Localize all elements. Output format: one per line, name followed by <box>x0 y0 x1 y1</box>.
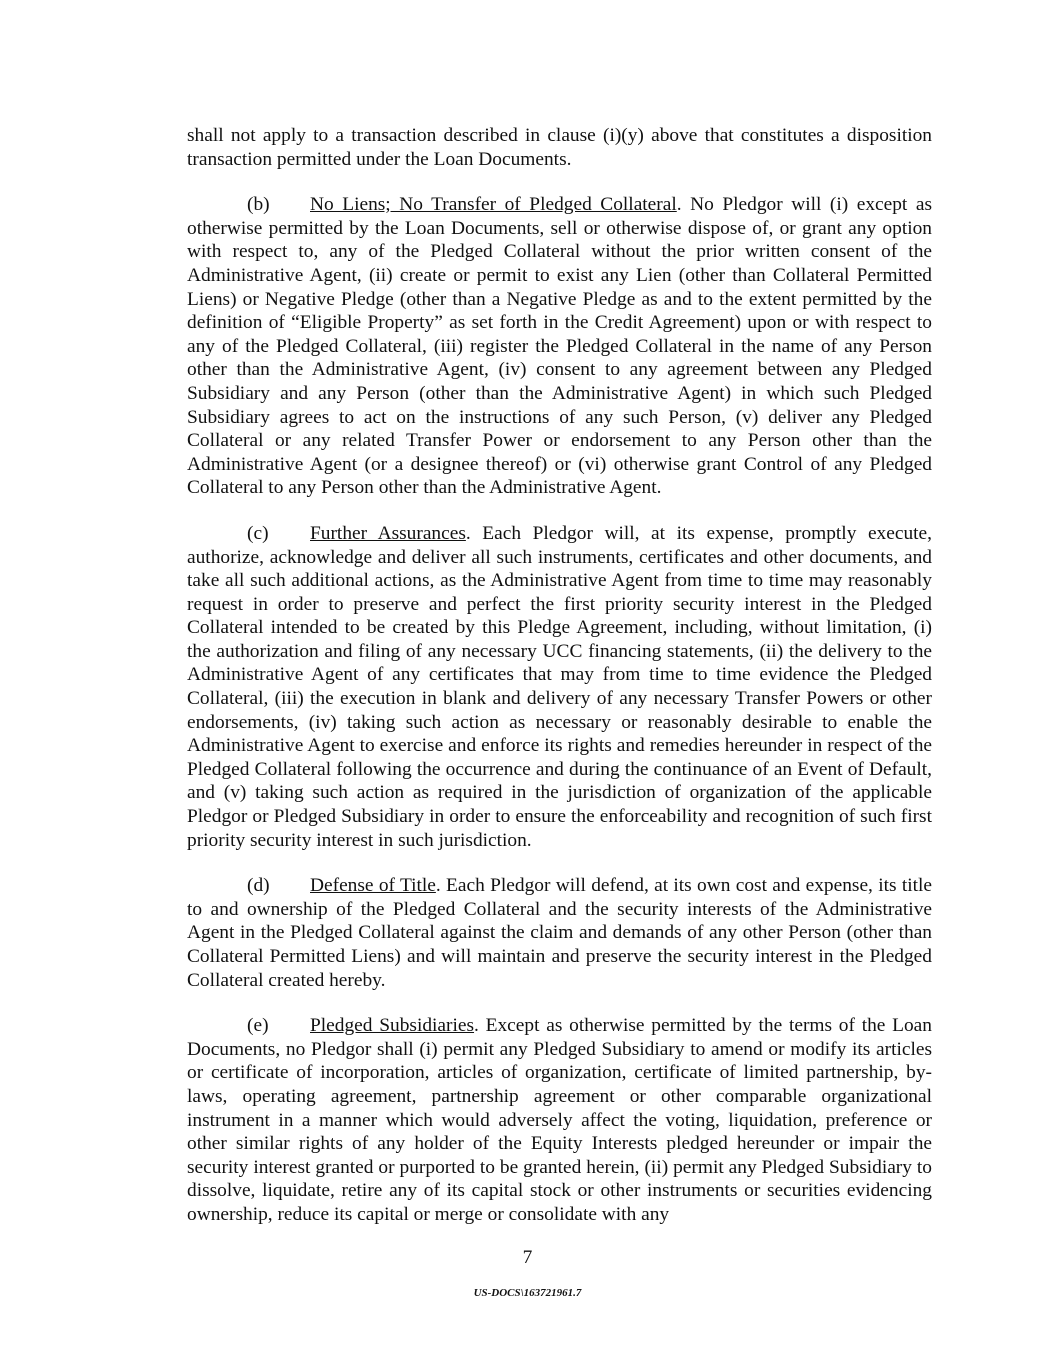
paragraph-e-text: . Except as otherwise permitted by the terms of the Loan Documents, no Pledgor shall (i) permit any Pledged Subsidiary to amend or modify its articles or certificate of incorporation, articles of organization, certificate of limited partnership, by-laws, operating agreement, partnership agreement or other comparable organizational instrument in a manner which would adversely affect the voting, liquidation, preference or other similar rights of any holder of the Equity Interests pledged hereunder or impair the security interest granted or purported to be granted herein, (ii) permit any Pledged Subsidiary to dissolve, liquidate, retire any of its capital stock or other instruments or securities evidencing ownership, reduce its capital or merge or consolidate with any <box>187 1015 932 1225</box>
paragraph-d-text: . Each Pledgor will defend, at its own cost and expense, its title to and ownership of the Pledged Collateral and the security interests of the Administrative Agent in the Pledged Collateral against the claim and demands of any other Person (other than Collateral Permitted Liens) and will maintain and preserve the security interest in the Pledged Collateral created hereby. <box>187 875 932 991</box>
paragraph-c-text: . Each Pledgor will, at its expense, promptly execute, authorize, acknowledge and deliver all such instruments, certificates and other documents, and take all such additional actions, as the Administrative Agent from time to time may reasonably request in order to preserve and perfect the first priority security interest in the Pledged Collateral intended to be created by this Pledge Agreement, including, without limitation, (i) the authorization and filing of any necessary UCC financing statements, (ii) the delivery to the Administrative Agent of any certificates that may from time to time evidence the Pledged Collateral, (iii) the execution in blank and delivery of any necessary Transfer Powers or other endorsements, (iv) taking such action as necessary or reasonably desirable to enable the Administrative Agent to exercise and enforce its rights and remedies hereunder in respect of the Pledged Collateral following the occurrence and during the continuance of an Event of Default, and (v) taking such action as required in the jurisdiction of organization of the applicable Pledgor or Pledged Subsidiary in order to ensure the enforceability and recognition of such first priority security interest in such jurisdiction. <box>187 522 932 851</box>
paragraph-b-label: (b) <box>247 194 270 216</box>
document-id: US-DOCS\163721961.7 <box>473 1287 582 1299</box>
paragraph-d <box>187 874 932 992</box>
paragraph-b-heading: No Liens; No Transfer of Pledged Collateral <box>310 194 677 216</box>
paragraph-d-label: (d) <box>247 875 270 897</box>
paragraph-d-heading: Defense of Title <box>310 875 436 897</box>
paragraph-c-label: (c) <box>247 522 269 544</box>
paragraph-continuation: shall not apply to a transaction described in clause (i)(y) above that constitutes a disposition transaction permitted under the Loan Documents. <box>187 125 932 170</box>
paragraph-c <box>187 522 932 852</box>
paragraph-b <box>187 193 932 500</box>
paragraph-b-text: . No Pledgor will (i) except as otherwise permitted by the Loan Documents, sell or otherwise dispose of, or grant any option with respect to, any of the Pledged Collateral without the prior written consent of the Administrative Agent, (ii) create or permit to exist any Lien (other than Collateral Permitted Liens) or Negative Pledge (other than a Negative Pledge as and to the extent permitted by the definition of “Eligible Property” as set forth in the Credit Agreement) upon or with respect to any of the Pledged Collateral, (iii) register the Pledged Collateral in the name of any Person other than the Administrative Agent, (iv) consent to any agreement between any Pledged Subsidiary and any Person (other than the Administrative Agent) in which such Pledged Subsidiary agrees to act on the instructions of any such Person, (v) deliver any Pledged Collateral or any related Transfer Power or endorsement to any Person other than the Administrative Agent (or a designee thereof) or (vi) otherwise grant Control of any Pledged Collateral to any Person other than the Administrative Agent. <box>187 194 932 499</box>
paragraph-e-label: (e) <box>247 1015 269 1037</box>
paragraph-e <box>187 1014 932 1226</box>
paragraph-c-heading: Further Assurances <box>310 522 466 544</box>
paragraph-e-heading: Pledged Subsidiaries <box>310 1015 475 1037</box>
document-body <box>187 124 932 1249</box>
page-number: 7 <box>522 1247 533 1268</box>
